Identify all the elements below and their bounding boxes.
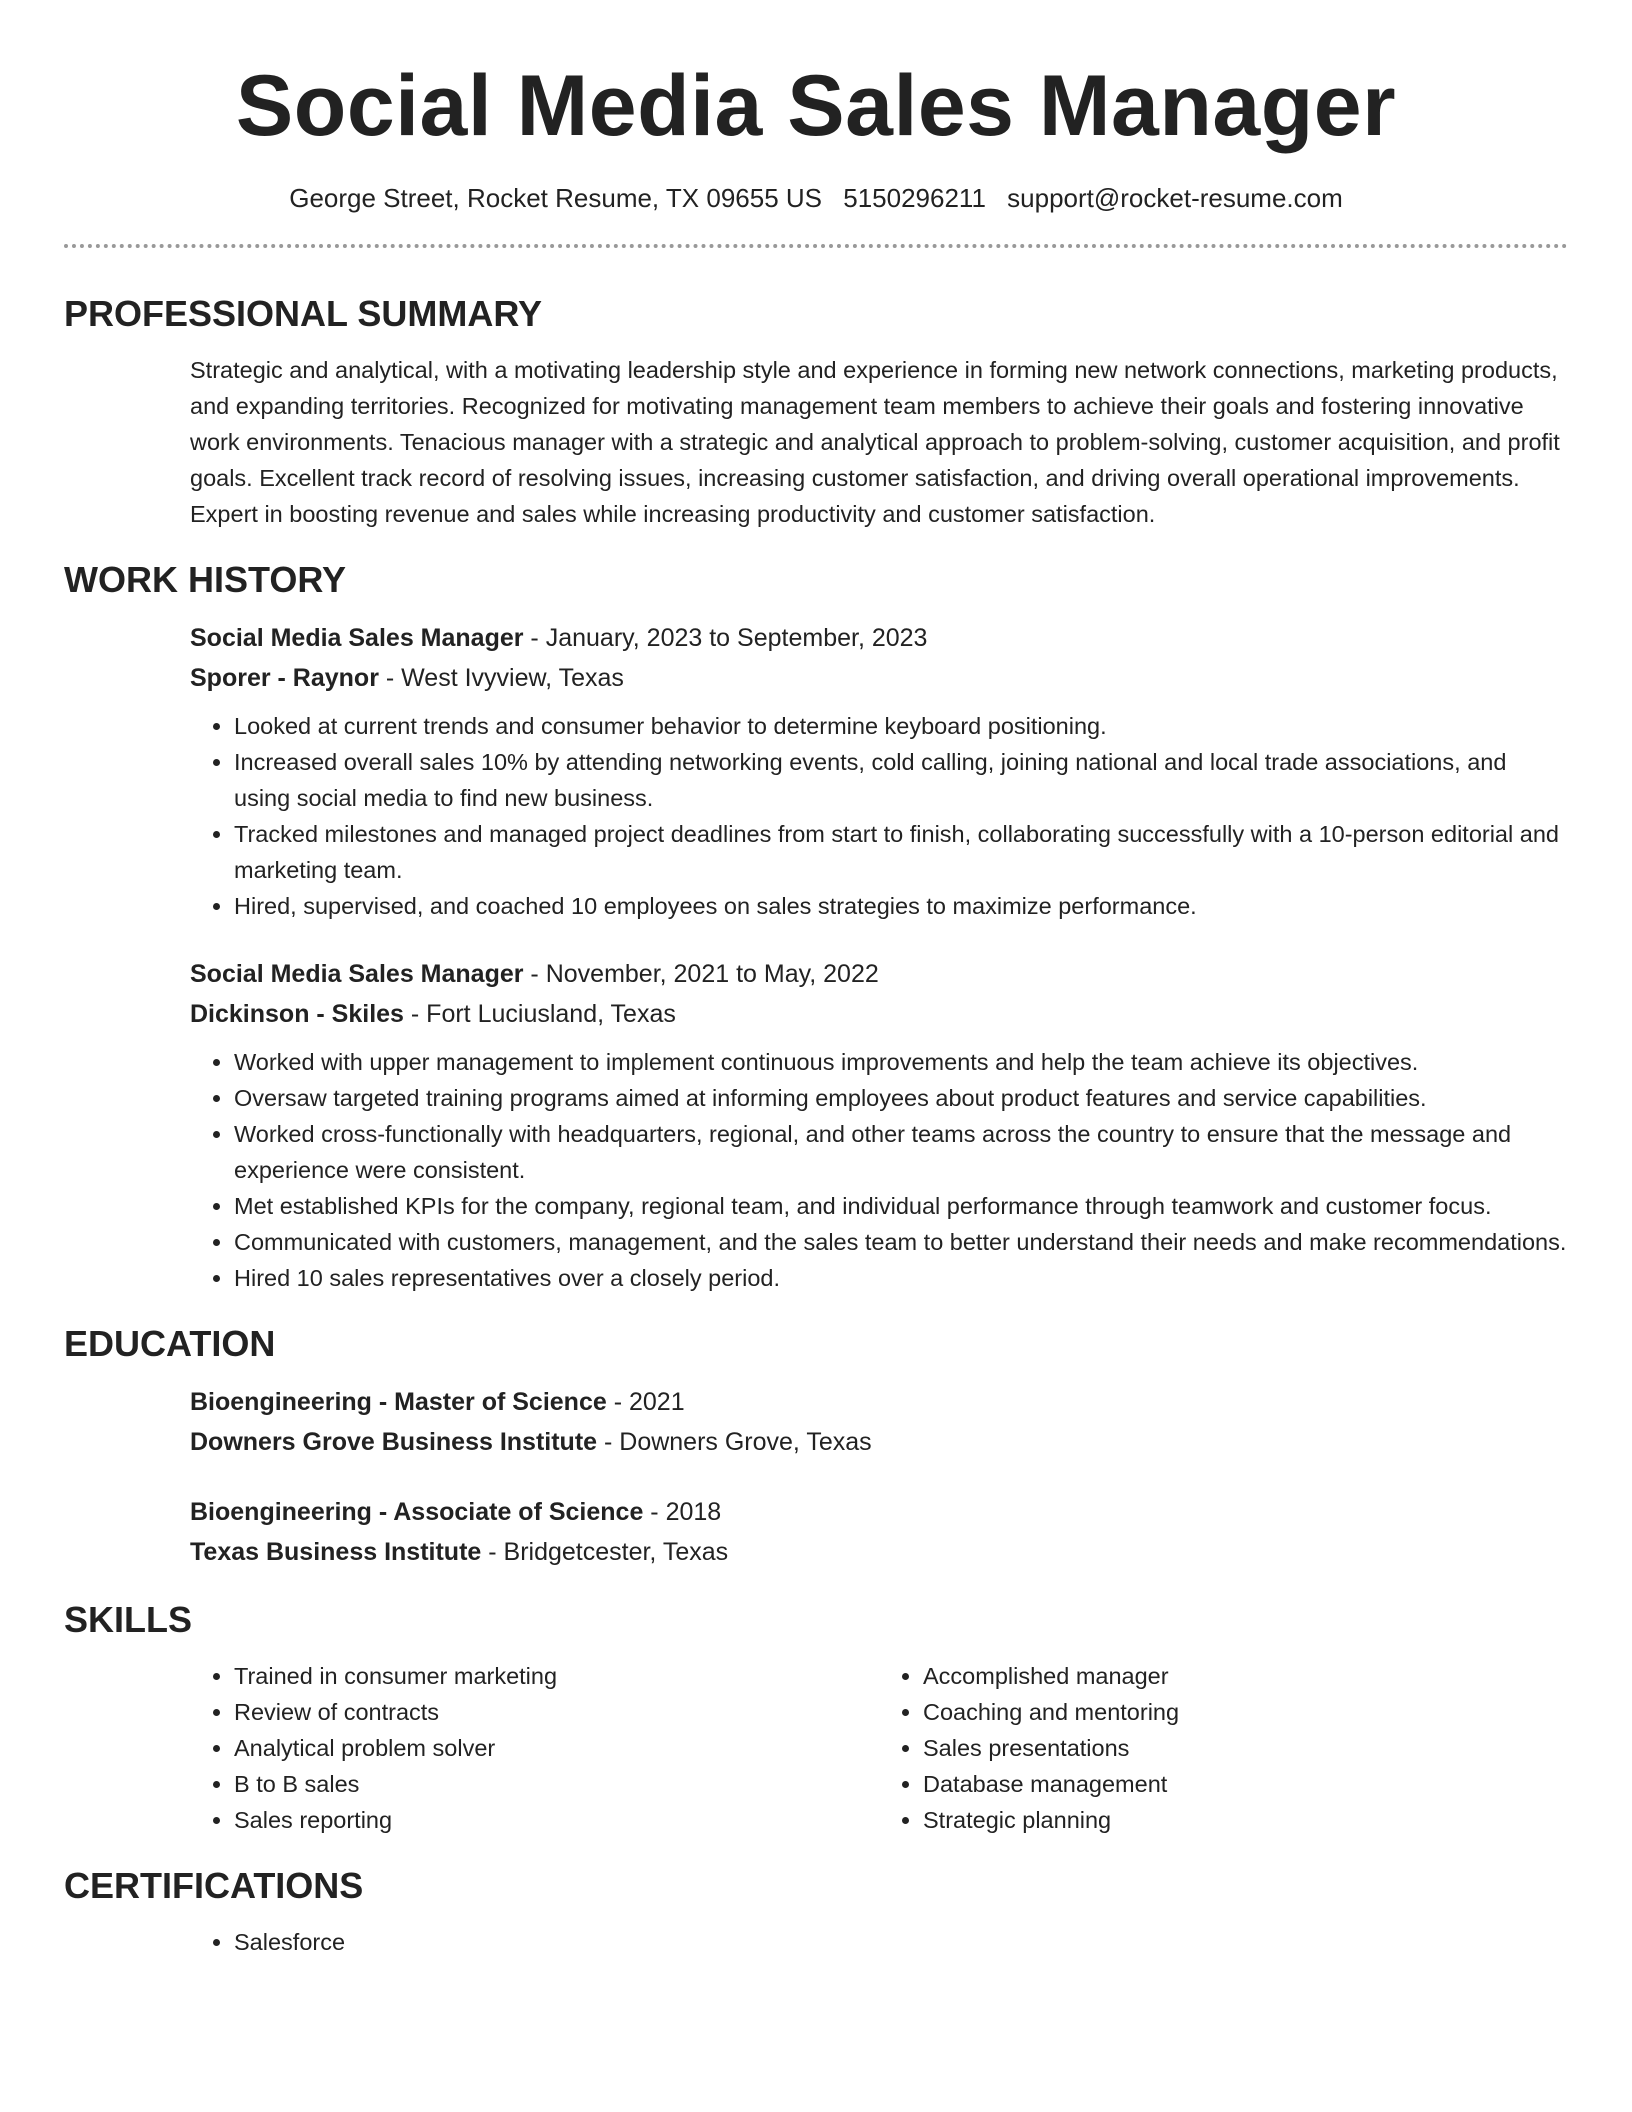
job-entry <box>190 618 1568 924</box>
degree-year: - 2021 <box>606 1388 685 1416</box>
job-bullet: • Hired 10 sales representatives over a closely period. <box>234 1260 1568 1296</box>
job-bullet: • Worked with upper management to implement continuous improvements and help the team achieve its objectives. <box>234 1044 1568 1080</box>
job-bullet: • Met established KPIs for the company, regional team, and individual performance through teamwork and customer focus. <box>234 1188 1568 1224</box>
job-dates: - January, 2023 to September, 2023 <box>523 624 928 652</box>
job-bullet: • Increased overall sales 10% by attending networking events, cold calling, joining national and local trade associations, and using social media to find new business. <box>234 744 1568 816</box>
skill-item: • Sales reporting <box>234 1802 879 1838</box>
education-entry <box>190 1382 1568 1462</box>
summary-section <box>64 292 1568 532</box>
contact-address: George Street, Rocket Resume, TX 09655 US <box>289 183 823 213</box>
certifications-list <box>190 1924 1568 1960</box>
job-bullet: • Oversaw targeted training programs aimed at informing employees about product features and service capabilities. <box>234 1080 1568 1116</box>
education-section <box>64 1322 1568 1572</box>
work-section <box>64 558 1568 1296</box>
skill-item: • Analytical problem solver <box>234 1730 879 1766</box>
skill-item: • Coaching and mentoring <box>923 1694 1568 1730</box>
job-bullet: • Communicated with customers, management, and the sales team to better understand their needs and make recommendations. <box>234 1224 1568 1260</box>
job-bullet: • Tracked milestones and managed project deadlines from start to finish, collaborating successfully with a 10-person editorial and marketing team. <box>234 816 1568 888</box>
skill-item: • B to B sales <box>234 1766 879 1802</box>
skill-item: • Accomplished manager <box>923 1658 1568 1694</box>
job-entry <box>190 954 1568 1296</box>
job-bullets <box>190 1044 1568 1296</box>
degree-name: Bioengineering - Master of Science <box>190 1388 607 1416</box>
skill-item: • Trained in consumer marketing <box>234 1658 879 1694</box>
contact-email: support@rocket-resume.com <box>1007 183 1343 213</box>
school-name: Downers Grove Business Institute <box>190 1428 598 1456</box>
candidate-name: Social Media Sales Manager <box>235 58 1397 154</box>
job-company-line <box>190 994 1568 1034</box>
resume-header <box>0 0 1632 214</box>
job-location: - West Ivyview, Texas <box>378 664 624 692</box>
degree-name: Bioengineering - Associate of Science <box>190 1498 644 1526</box>
contact-phone: 5150296211 <box>843 183 986 213</box>
job-company-line <box>190 658 1568 698</box>
job-bullet: • Looked at current trends and consumer behavior to determine keyboard positioning. <box>234 708 1568 744</box>
school-line <box>190 1532 1568 1572</box>
summary-text: Strategic and analytical, with a motivating leadership style and experience in forming new network connections, marketing products, and expanding territories. Recognized for motivating management team members to achieve their goals and fostering innovative work environments. Tenacious manager with a strategic and analytical approach to problem-solving, customer acquisition, and profit goals. Excellent track record of resolving issues, increasing customer satisfaction, and driving overall operational improvements. Expert in boosting revenue and sales while increasing productivity and customer satisfaction. <box>190 357 1560 527</box>
job-company: Sporer - Raynor <box>190 664 379 692</box>
work-heading: WORK HISTORY <box>64 559 347 600</box>
job-role: Social Media Sales Manager <box>190 960 524 988</box>
skills-grid <box>190 1658 1568 1838</box>
education-heading: EDUCATION <box>64 1323 276 1364</box>
certifications-section <box>64 1864 1568 1960</box>
degree-line <box>190 1382 1568 1422</box>
job-company: Dickinson - Skiles <box>190 1000 404 1028</box>
job-title-line <box>190 954 1568 994</box>
skills-section <box>64 1598 1568 1838</box>
education-entry <box>190 1492 1568 1572</box>
skills-right-column <box>879 1658 1568 1838</box>
school-name: Texas Business Institute <box>190 1538 482 1566</box>
school-line <box>190 1422 1568 1462</box>
skill-item: • Sales presentations <box>923 1730 1568 1766</box>
job-bullet: • Hired, supervised, and coached 10 employees on sales strategies to maximize performance. <box>234 888 1568 924</box>
job-title-line <box>190 618 1568 658</box>
job-bullets <box>190 708 1568 924</box>
certification-item: • Salesforce <box>234 1924 1568 1960</box>
school-location: - Bridgetcester, Texas <box>481 1538 729 1566</box>
job-bullet: • Worked cross-functionally with headquarters, regional, and other teams across the country to ensure that the message and experience were consistent. <box>234 1116 1568 1188</box>
contact-line <box>0 182 1632 214</box>
job-location: - Fort Luciusland, Texas <box>403 1000 676 1028</box>
skill-item: • Strategic planning <box>923 1802 1568 1838</box>
skills-heading: SKILLS <box>64 1599 193 1640</box>
degree-year: - 2018 <box>643 1498 722 1526</box>
job-dates: - November, 2021 to May, 2022 <box>523 960 879 988</box>
header-divider <box>64 244 1568 248</box>
school-location: - Downers Grove, Texas <box>597 1428 872 1456</box>
job-role: Social Media Sales Manager <box>190 624 524 652</box>
skill-item: • Review of contracts <box>234 1694 879 1730</box>
skills-left-column <box>190 1658 879 1838</box>
summary-heading: PROFESSIONAL SUMMARY <box>64 293 543 334</box>
certifications-heading: CERTIFICATIONS <box>64 1865 364 1906</box>
degree-line <box>190 1492 1568 1532</box>
skill-item: • Database management <box>923 1766 1568 1802</box>
